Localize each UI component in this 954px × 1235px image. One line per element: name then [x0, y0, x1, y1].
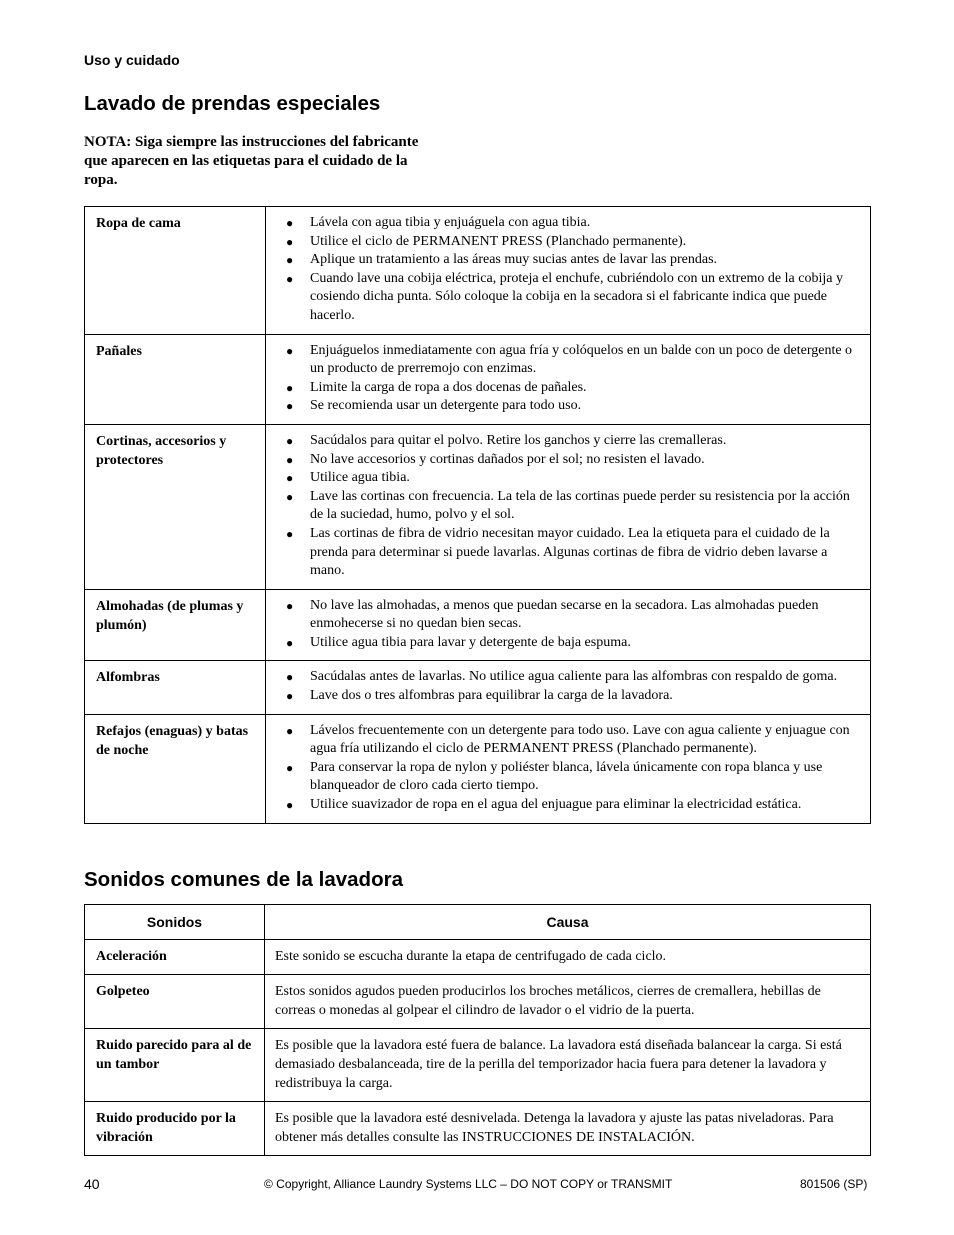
instruction-item: ● Utilice agua tibia. — [286, 469, 860, 488]
sound-cause: Este sonido se escucha durante la etapa de centrifugado de cada ciclo. — [265, 940, 871, 975]
sound-row — [85, 975, 871, 1029]
care-row — [85, 714, 871, 823]
instruction-item: ● Cuando lave una cobija eléctrica, proteja el enchufe, cubriéndolo con un extremo de la cobija y cosiendo dicha punta. Sólo coloque la cobija en la secadora si el fabricante indica que puede hacerlo. — [286, 270, 860, 326]
instruction-list — [286, 722, 860, 815]
sound-cause: Es posible que la lavadora esté fuera de balance. La lavadora está diseñada balancear la carga. Si está demasiado desbalanceada, tire de la perilla del temporizador hacia fuera para detener la lavadora y redistribuya la carga. — [265, 1029, 871, 1102]
sound-row — [85, 1029, 871, 1102]
care-row — [85, 424, 871, 589]
sound-name: Golpeteo — [85, 975, 265, 1029]
section-label: Uso y cuidado — [84, 52, 180, 68]
sound-name: Aceleración — [85, 940, 265, 975]
copyright-notice: © Copyright, Alliance Laundry Systems LLC – DO NOT COPY or TRANSMIT — [264, 1177, 673, 1191]
sound-row — [85, 1102, 871, 1156]
instruction-list — [286, 432, 860, 581]
instruction-list — [286, 342, 860, 416]
care-instructions — [266, 207, 871, 335]
care-item-label: Almohadas (de plumas y plumón) — [85, 589, 266, 661]
sounds-table — [84, 904, 871, 1156]
instruction-item: ● No lave las almohadas, a menos que puedan secarse en la secadora. Las almohadas pueden enmohecerse si no quedan bien secas. — [286, 597, 860, 634]
care-row — [85, 661, 871, 714]
care-item-label: Cortinas, accesorios y protectores — [85, 424, 266, 589]
care-item-label: Pañales — [85, 334, 266, 424]
care-instructions — [266, 714, 871, 823]
sound-name: Ruido producido por la vibración — [85, 1102, 265, 1156]
sound-cause: Es posible que la lavadora esté desnivelada. Detenga la lavadora y ajuste las patas niveladoras. Para obtener más detalles consulte las INSTRUCCIONES DE INSTALACIÓN. — [265, 1102, 871, 1156]
care-row — [85, 589, 871, 661]
instruction-item: ● Para conservar la ropa de nylon y poliéster blanca, lávela únicamente con ropa blanca y use blanqueador de cloro cada cierto tiempo. — [286, 759, 860, 796]
care-instructions — [266, 661, 871, 714]
instruction-list — [286, 214, 860, 326]
instruction-item: ● Lave dos o tres alfombras para equilibrar la carga de la lavadora. — [286, 687, 860, 706]
instruction-item: ● Las cortinas de fibra de vidrio necesitan mayor cuidado. Lea la etiqueta para el cuidado de la prenda para determinar si puede lavarlas. Algunas cortinas de fibra de vidrio deben lavarse a mano. — [286, 525, 860, 581]
document-code: 801506 (SP) — [800, 1177, 868, 1191]
sound-row — [85, 940, 871, 975]
care-label-note: NOTA: Siga siempre las instrucciones del fabricante que aparecen en las etiquetas para el cuidado de la ropa. — [84, 134, 419, 188]
sounds-table-body — [85, 940, 871, 1156]
care-row — [85, 334, 871, 424]
instruction-item: ● Aplique un tratamiento a las áreas muy sucias antes de lavar las prendas. — [286, 251, 860, 270]
instruction-item: ● Utilice el ciclo de PERMANENT PRESS (Planchado permanente). — [286, 233, 860, 252]
sound-name: Ruido parecido para al de un tambor — [85, 1029, 265, 1102]
instruction-item: ● Limite la carga de ropa a dos docenas de pañales. — [286, 379, 860, 398]
instruction-item: ● Sacúdalas antes de lavarlas. No utilice agua caliente para las alfombras con respaldo de goma. — [286, 668, 860, 687]
care-instructions — [266, 589, 871, 661]
care-instructions — [266, 424, 871, 589]
instruction-item: ● Lávelos frecuentemente con un detergente para todo uso. Lave con agua caliente y enjuague con agua fría utilizando el ciclo de PERMANENT PRESS (Planchado permanente). — [286, 722, 860, 759]
instruction-item: ● Lávela con agua tibia y enjuáguela con agua tibia. — [286, 214, 860, 233]
special-care-table — [84, 206, 871, 824]
instruction-item: ● Sacúdalos para quitar el polvo. Retire los ganchos y cierre las cremalleras. — [286, 432, 860, 451]
care-item-label: Alfombras — [85, 661, 266, 714]
sounds-column-header: Sonidos — [85, 905, 265, 940]
cause-column-header: Causa — [265, 905, 871, 940]
special-care-table-body — [85, 207, 871, 824]
special-care-title: Lavado de prendas especiales — [84, 92, 381, 115]
instruction-item: ● Utilice agua tibia para lavar y detergente de baja espuma. — [286, 634, 860, 653]
care-item-label: Ropa de cama — [85, 207, 266, 335]
sounds-title: Sonidos comunes de la lavadora — [84, 868, 403, 891]
instruction-item: ● No lave accesorios y cortinas dañados por el sol; no resisten el lavado. — [286, 451, 860, 470]
instruction-list — [286, 668, 860, 705]
page-number: 40 — [84, 1176, 100, 1192]
sounds-header-row — [85, 905, 871, 940]
instruction-list — [286, 597, 860, 653]
care-row — [85, 207, 871, 335]
sound-cause: Estos sonidos agudos pueden producirlos los broches metálicos, cierres de cremallera, hebillas de correas o monedas al golpear el cilindro de lavador o el vidrio de la puerta. — [265, 975, 871, 1029]
care-item-label: Refajos (enaguas) y batas de noche — [85, 714, 266, 823]
instruction-item: ● Utilice suavizador de ropa en el agua del enjuague para eliminar la electricidad estática. — [286, 796, 860, 815]
instruction-item: ● Lave las cortinas con frecuencia. La tela de las cortinas puede perder su resistencia por la acción de la suciedad, humo, polvo y el sol. — [286, 488, 860, 525]
instruction-item: ● Enjuáguelos inmediatamente con agua fría y colóquelos en un balde con un poco de detergente o un producto de prerremojo con enzimas. — [286, 342, 860, 379]
instruction-item: ● Se recomienda usar un detergente para todo uso. — [286, 397, 860, 416]
care-instructions — [266, 334, 871, 424]
